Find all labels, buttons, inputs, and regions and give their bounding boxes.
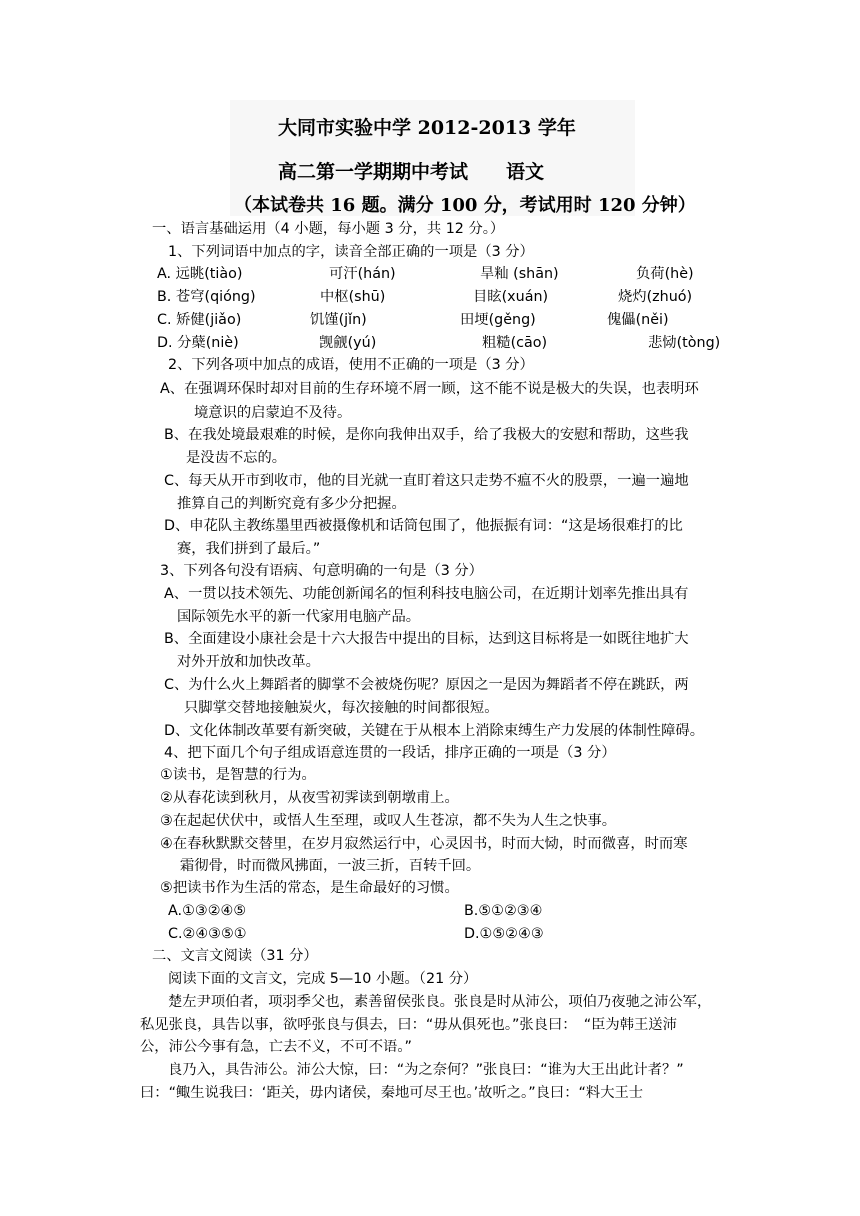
q4-sentence-4-cont: 霜彻骨，时而微风拂面，一波三折，百转千回。	[180, 858, 481, 874]
exam-info: （本试卷共 16 题。满分 100 分，考试用时 120 分钟）	[234, 195, 696, 216]
q1-option-c-label: C. 矫健(jiǎo)	[157, 312, 242, 328]
q2-stem: 2、下列各项中加点的成语，使用不正确的一项是（3 分）	[168, 357, 534, 373]
q2-option-a-cont: 境意识的启蒙迫不及待。	[194, 405, 352, 421]
passage-paragraph-2: 良乃入，具告沛公。沛公大惊，曰：“为之奈何？”张良曰：“谁为大王出此计者？”	[168, 1062, 684, 1078]
section2-intro: 阅读下面的文言文，完成 5—10 小题。（21 分）	[168, 971, 478, 987]
q4-sentence-1: ①读书，是智慧的行为。	[160, 767, 316, 783]
passage-paragraph-1-cont: 公，沛公今事有急，亡去不义，不可不语。”	[140, 1039, 412, 1055]
q4-sentence-4: ④在春秋默默交替里，在岁月寂然运行中，心灵因书，时而大恸，时而微喜，时而寒	[160, 836, 688, 852]
q2-option-d: D、申花队主教练墨里西被摄像机和话筒包围了，他振振有词：“这是场很难打的比	[164, 518, 683, 534]
q4-option-d: D.①⑤②④③	[464, 926, 544, 942]
q4-option-a: A.①③②④⑤	[168, 903, 247, 919]
q1-stem: 1、下列词语中加点的字，读音全部正确的一项是（3 分）	[168, 244, 534, 260]
q3-option-b: B、全面建设小康社会是十六大报告中提出的目标，达到这目标将是一如既往地扩大	[164, 631, 689, 647]
q4-sentence-2: ②从春花读到秋月，从夜雪初霁读到朝墩甫上。	[160, 790, 459, 806]
q1-option-d-item: 觊觎(yú)	[319, 335, 377, 351]
q1-option-c-item: 饥馑(jǐn)	[310, 312, 367, 328]
q1-option-b-item: 目眩(xuán)	[473, 289, 549, 305]
q2-option-d-cont: 赛，我们拼到了最后。”	[177, 541, 321, 557]
q1-option-b-label: B. 苍穹(qióng)	[157, 289, 256, 305]
q3-option-a-cont: 国际领先水平的新一代家用电脑产品。	[177, 609, 421, 625]
q4-stem: 4、把下面几个句子组成语意连贯的一段话，排序正确的一项是（3 分）	[164, 745, 616, 761]
q3-option-b-cont: 对外开放和加快改革。	[177, 654, 320, 670]
q4-sentence-3: ③在起起伏伏中，或悟人生至理，或叹人生苍凉，都不失为人生之快事。	[160, 813, 617, 829]
passage-paragraph-1: 楚左尹项伯者，项羽季父也，素善留侯张良。张良是时从沛公，项伯乃夜驰之沛公军，	[168, 994, 712, 1010]
q1-option-d-item: 粗糙(cāo)	[482, 335, 548, 351]
section2-title: 二、文言文阅读（31 分）	[152, 948, 318, 964]
section1-title: 一、语言基础运用（4 小题，每小题 3 分，共 12 分。）	[152, 221, 505, 237]
q4-option-b: B.⑤①②③④	[464, 903, 543, 919]
q3-option-c: C、为什么火上舞蹈者的脚掌不会被烧伤呢？原因之一是因为舞蹈者不停在跳跃，两	[164, 677, 689, 693]
q2-option-b-cont: 是没齿不忘的。	[186, 450, 287, 466]
q4-sentence-5: ⑤把读书作为生活的常态，是生命最好的习惯。	[160, 880, 459, 896]
q2-option-b: B、在我处境最艰难的时候，是你向我伸出双手，给了我极大的安慰和帮助，这些我	[164, 427, 689, 443]
q1-option-a-item: 可汗(hán)	[329, 266, 396, 282]
q1-option-c-item: 傀儡(něi)	[607, 312, 669, 328]
q1-option-d-item: 悲恸(tòng)	[648, 335, 721, 351]
q2-option-c-cont: 推算自己的判断究竟有多少分把握。	[177, 496, 406, 512]
q3-option-d: D、文化体制改革要有新突破，关键在于从根本上消除束缚生产力发展的体制性障碍。	[164, 723, 704, 739]
q1-option-b-item: 中枢(shū)	[320, 289, 386, 305]
q1-option-a-item: 负荷(hè)	[636, 266, 694, 282]
q3-stem: 3、下列各句没有语病、句意明确的一句是（3 分）	[160, 563, 483, 579]
q1-option-a-label: A. 远眺(tiào)	[157, 266, 243, 282]
q2-option-c: C、每天从开市到收市，他的目光就一直盯着这只走势不瘟不火的股票，一遍一遍地	[164, 473, 689, 489]
passage-paragraph-2-cont: 曰：“鲰生说我曰：‘距关，毋内诸侯，秦地可尽王也。’故听之。”良曰：“料大王士	[140, 1085, 644, 1101]
q4-option-c: C.②④③⑤①	[168, 926, 247, 942]
q1-option-d-label: D. 分蘖(niè)	[157, 335, 239, 351]
q2-option-a: A、在强调环保时却对目前的生存环境不屑一顾，这不能不说是极大的失误，也表明环	[160, 381, 699, 397]
passage-paragraph-1-cont: 私见张良，具告以事，欲呼张良与俱去，曰：“毋从俱死也。”张良曰： “臣为韩王送沛	[140, 1017, 677, 1033]
q1-option-a-item: 旱籼 (shān)	[480, 266, 559, 282]
school-year-title: 大同市实验中学 2012-2013 学年	[278, 117, 576, 139]
q3-option-c-cont: 只脚掌交替地接触炭火，每次接触的时间都很短。	[184, 700, 499, 716]
q1-option-c-item: 田埂(gěng)	[460, 312, 536, 328]
q1-option-b-item: 烧灼(zhuó)	[618, 289, 693, 305]
q3-option-a: A、一贯以技术领先、功能创新闻名的恒利科技电脑公司，在近期计划率先推出具有	[164, 586, 689, 602]
exam-title: 高二第一学期期中考试 语文	[278, 161, 545, 183]
